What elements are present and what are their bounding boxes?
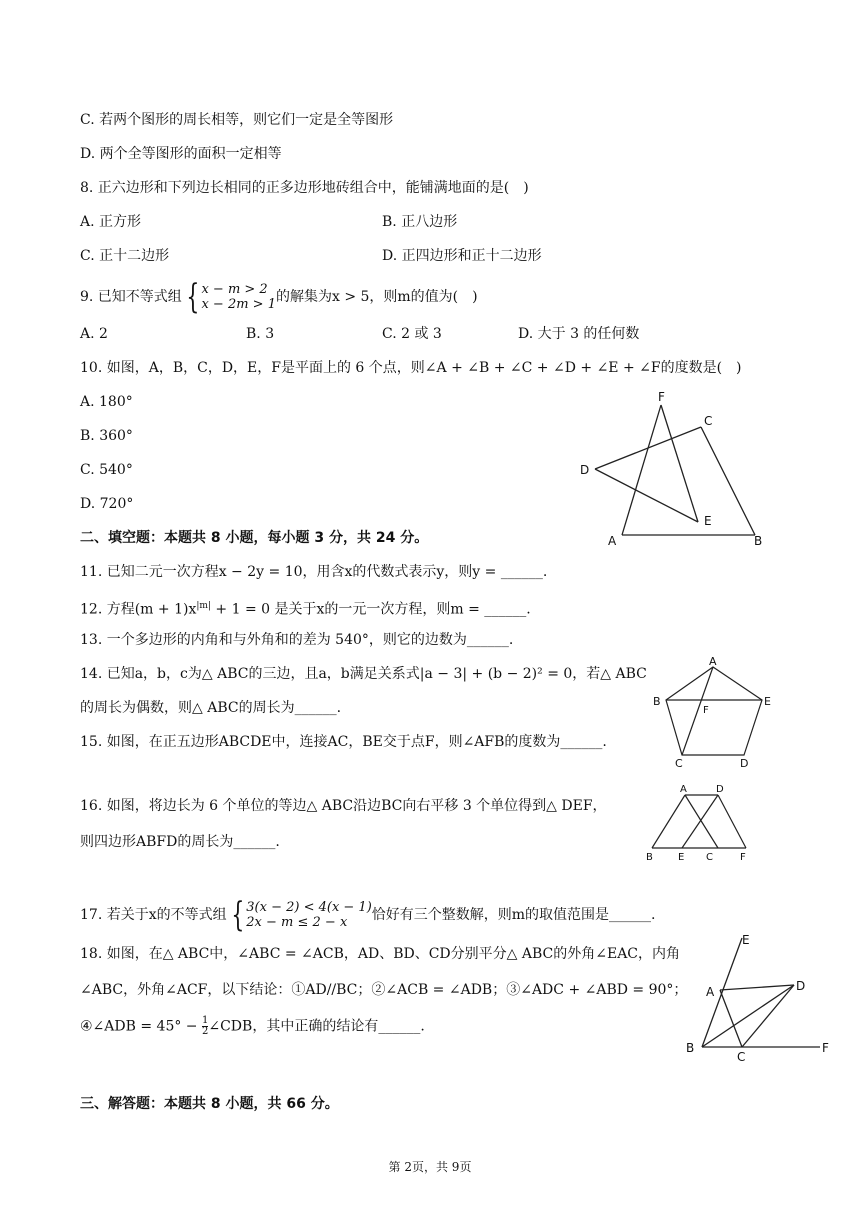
section-2-heading: 二、填空题：本题共 8 小题，每小题 3 分，共 24 分。 — [80, 530, 429, 546]
question-11: 11. 已知二元一次方程x − 2y = 10，用含x的代数式表示y，则y = ______. — [80, 564, 548, 580]
label-f: F — [658, 390, 665, 404]
q17-suffix: 恰好有三个整数解，则m的取值范围是______. — [371, 907, 656, 923]
q9-option-b: B. 3 — [246, 326, 275, 342]
q12-suffix: + 1 = 0 是关于x的一元一次方程，则m = ______. — [210, 601, 531, 618]
label-a: A — [680, 784, 687, 795]
question-17 — [80, 895, 656, 935]
label-d: D — [580, 463, 590, 477]
label-e: E — [764, 695, 771, 708]
question-16-line1: 16. 如图，将边长为 6 个单位的等边△ ABC沿边BC向右平移 3 个单位得到△ DEF， — [80, 798, 607, 814]
page-footer: 第 2页，共 9页 — [388, 1160, 472, 1174]
q8-option-a: A. 正方形 — [80, 214, 142, 230]
label-e: E — [678, 852, 685, 863]
label-f: F — [740, 852, 746, 863]
q17-row1: 3(x − 2) < 4(x − 1) — [246, 900, 372, 915]
question-8: 8. 正六边形和下列边长相同的正多边形地砖组合中，能铺满地面的是( ) — [80, 180, 529, 196]
option-d-text: D. 两个全等图形的面积一定相等 — [80, 146, 282, 162]
q8-option-d: D. 正四边形和正十二边形 — [382, 248, 542, 264]
label-a: A — [706, 985, 715, 999]
label-d: D — [796, 979, 806, 993]
label-d: D — [716, 784, 724, 795]
label-e: E — [742, 933, 750, 947]
question-18-line1: 18. 如图，在△ ABC中，∠ABC = ∠ACB，AD、BD、CD分别平分△ ABC的外角∠EAC，内角 — [80, 946, 681, 962]
q9-option-c: C. 2 或 3 — [382, 326, 442, 342]
q17-system: { 3(x − 2) < 4(x − 1) 2x − m ≤ 2 − x — [230, 895, 372, 935]
label-a: A — [608, 534, 617, 548]
question-12 — [80, 596, 531, 620]
q12-prefix: 12. 方程(m + 1)x — [80, 601, 197, 618]
figure-q10 — [570, 385, 780, 550]
q17-row2: 2x − m ≤ 2 − x — [246, 915, 348, 930]
fraction-denominator: 2 — [201, 1026, 209, 1037]
q8-option-c: C. 正十二边形 — [80, 248, 170, 264]
question-18-line2: ∠ABC，外角∠ACF，以下结论：①AD//BC；②∠ACB = ∠ADB；③∠ADC + ∠ABD = 90°； — [80, 982, 688, 998]
q10-option-a: A. 180° — [80, 394, 133, 410]
label-b: B — [646, 852, 653, 863]
label-f: F — [703, 705, 709, 716]
q10-option-b: B. 360° — [80, 428, 133, 444]
q9-prefix: 9. 已知不等式组 — [80, 289, 182, 305]
question-14-line1: 14. 已知a，b，c为△ ABC的三边，且a，b满足关系式|a − 3| + (b − 2)² = 0，若△ ABC — [80, 666, 647, 682]
section-3-heading: 三、解答题：本题共 8 小题，共 66 分。 — [80, 1096, 339, 1112]
label-d: D — [740, 757, 749, 770]
q9-system: { x − m > 2 x − 2m > 1 — [186, 277, 276, 317]
label-a: A — [709, 655, 717, 668]
fraction-numerator: 1 — [201, 1015, 209, 1026]
label-c: C — [675, 757, 683, 770]
q8-option-b: B. 正八边形 — [382, 214, 458, 230]
q9-option-a: A. 2 — [80, 326, 108, 342]
q10-option-d: D. 720° — [80, 496, 134, 512]
q18-prefix: ④∠ADB = 45° − — [80, 1018, 202, 1035]
label-b: B — [686, 1041, 695, 1055]
label-c: C — [704, 414, 713, 428]
q9-row2: x − 2m > 1 — [201, 297, 276, 312]
q10-option-c: C. 540° — [80, 462, 133, 478]
label-c: C — [706, 852, 713, 863]
label-f: F — [822, 1041, 829, 1055]
q9-suffix: 的解集为x > 5，则m的值为( ) — [275, 289, 478, 305]
label-c: C — [737, 1050, 746, 1064]
q17-prefix: 17. 若关于x的不等式组 — [80, 907, 227, 923]
q18-suffix: ∠CDB，其中正确的结论有______. — [208, 1018, 425, 1035]
figure-q15 — [648, 655, 778, 770]
q12-exponent: |m| — [196, 601, 211, 611]
question-16-line2: 则四边形ABFD的周长为______. — [80, 834, 280, 850]
label-b: B — [653, 695, 661, 708]
q9-option-d: D. 大于 3 的任何数 — [518, 326, 640, 342]
question-10: 10. 如图，A，B，C，D，E，F是平面上的 6 个点，则∠A + ∠B + ∠C + ∠D + ∠E + ∠F的度数是( ) — [80, 360, 742, 376]
label-e: E — [704, 514, 712, 528]
figure-q16 — [640, 780, 760, 865]
question-13: 13. 一个多边形的内角和与外角和的差为 540°，则它的边数为______. — [80, 632, 514, 648]
option-c-text: C. 若两个图形的周长相等，则它们一定是全等图形 — [80, 112, 394, 128]
question-9 — [80, 277, 478, 317]
question-14-line2: 的周长为偶数，则△ ABC的周长为______. — [80, 700, 342, 716]
label-b: B — [754, 534, 763, 548]
q9-row1: x − m > 2 — [201, 282, 268, 297]
figure-q18 — [680, 930, 840, 1065]
question-18-line3 — [80, 1016, 425, 1037]
question-15: 15. 如图，在正五边形ABCDE中，连接AC，BE交于点F，则∠AFB的度数为______. — [80, 734, 607, 750]
